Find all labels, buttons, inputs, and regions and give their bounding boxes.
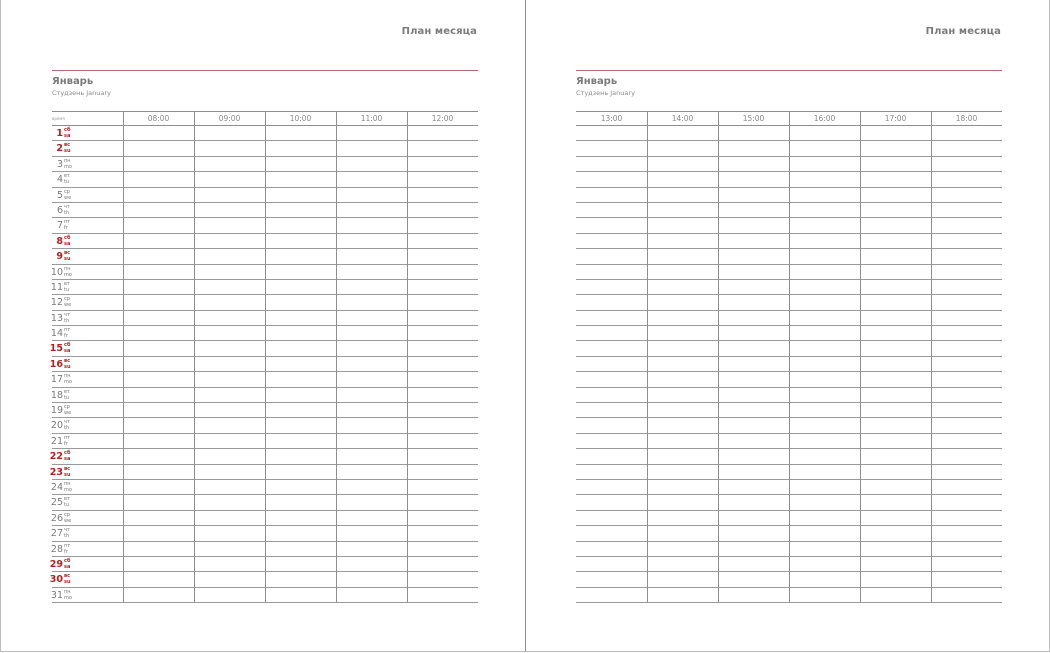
weekday-abbr: сб sa xyxy=(64,557,71,570)
time-column-header: 15:00 xyxy=(742,114,765,123)
day-number: 2 xyxy=(56,143,63,155)
weekday-abbr: вс su xyxy=(64,465,71,478)
weekday-abbr: вт tu xyxy=(64,280,70,293)
day-label xyxy=(52,434,123,448)
weekday-abbr: вт tu xyxy=(64,388,70,401)
weekday-abbr: сб sa xyxy=(64,234,71,247)
page-title: План месяца xyxy=(401,26,477,37)
weekday-abbr: чт th xyxy=(64,527,70,540)
day-number: 18 xyxy=(50,389,63,401)
weekday-abbr: пн mo xyxy=(64,588,72,601)
month-subtitle: Студзень January xyxy=(52,89,111,97)
day-number: 11 xyxy=(50,281,63,293)
day-label xyxy=(49,341,123,355)
day-label xyxy=(52,157,123,171)
header-rule xyxy=(52,70,478,71)
column-divider xyxy=(407,111,408,603)
day-label xyxy=(49,465,123,479)
weekday-abbr: пн mo xyxy=(64,265,72,278)
time-column-header: 08:00 xyxy=(147,114,170,123)
day-number: 5 xyxy=(56,189,63,201)
day-number: 27 xyxy=(50,528,63,540)
day-label xyxy=(52,403,123,417)
weekday-abbr: вс su xyxy=(64,573,71,586)
month-title: Январь xyxy=(576,76,618,87)
day-number: 26 xyxy=(50,512,63,524)
weekday-abbr: пн mo xyxy=(64,480,72,493)
weekday-abbr: пт fr xyxy=(64,542,71,555)
column-divider xyxy=(194,111,195,603)
day-number: 3 xyxy=(56,158,63,170)
weekday-abbr: ср we xyxy=(64,296,72,309)
day-label xyxy=(52,480,123,494)
time-column-header: 09:00 xyxy=(218,114,241,123)
day-label xyxy=(52,265,123,279)
day-number: 28 xyxy=(50,543,63,555)
weekday-abbr: чт th xyxy=(64,419,70,432)
day-number: 6 xyxy=(56,204,63,216)
weekday-abbr: ср we xyxy=(64,404,72,417)
column-divider xyxy=(265,111,266,603)
day-number: 22 xyxy=(49,451,63,463)
header-rule xyxy=(576,70,1002,71)
left-page xyxy=(0,0,525,652)
day-number: 1 xyxy=(56,128,63,139)
day-label xyxy=(52,188,123,202)
time-column-header: 11:00 xyxy=(360,114,383,123)
day-number: 24 xyxy=(50,481,63,493)
column-divider xyxy=(336,111,337,603)
weekday-abbr: чт th xyxy=(64,203,70,216)
day-number: 10 xyxy=(50,266,63,278)
time-column-header: 10:00 xyxy=(289,114,312,123)
time-column-header: 17:00 xyxy=(884,114,907,123)
day-number: 21 xyxy=(50,435,63,447)
column-divider xyxy=(789,111,790,603)
day-label xyxy=(52,141,123,155)
day-label xyxy=(52,234,123,248)
day-number: 16 xyxy=(49,358,63,370)
right-page xyxy=(525,0,1050,652)
day-label xyxy=(52,326,123,340)
day-label xyxy=(52,526,123,540)
day-number: 29 xyxy=(49,558,63,570)
day-number: 19 xyxy=(50,405,63,417)
day-label xyxy=(49,449,123,463)
weekday-abbr: чт th xyxy=(64,311,70,324)
weekday-abbr: ср we xyxy=(64,188,72,201)
day-number: 20 xyxy=(50,420,63,432)
weekday-abbr: пт fr xyxy=(64,327,71,340)
day-label xyxy=(52,218,123,232)
day-label xyxy=(52,388,123,402)
day-label xyxy=(52,203,123,217)
weekday-abbr: вт tu xyxy=(64,496,70,509)
time-column-header: 12:00 xyxy=(431,114,454,123)
day-label xyxy=(52,511,123,525)
day-number: 9 xyxy=(56,251,63,263)
day-label xyxy=(49,557,123,571)
day-label xyxy=(49,357,123,371)
day-label xyxy=(52,542,123,556)
day-number: 30 xyxy=(49,574,63,586)
time-column-header: 18:00 xyxy=(955,114,978,123)
day-label xyxy=(52,311,123,325)
weekday-abbr: пт fr xyxy=(64,434,71,447)
month-title: Январь xyxy=(52,76,94,87)
column-divider xyxy=(931,111,932,603)
day-number: 15 xyxy=(49,343,63,355)
day-number: 25 xyxy=(50,497,63,509)
time-column-header: 14:00 xyxy=(671,114,694,123)
day-number: 31 xyxy=(50,589,63,601)
day-label xyxy=(52,588,123,602)
day-label xyxy=(52,249,123,263)
weekday-abbr: сб sa xyxy=(64,342,71,355)
day-number: 23 xyxy=(49,466,63,478)
day-number: 8 xyxy=(56,235,63,247)
day-label xyxy=(52,495,123,509)
weekday-abbr: вс su xyxy=(64,357,71,370)
weekday-abbr: вс su xyxy=(64,142,71,155)
column-divider xyxy=(860,111,861,603)
time-column-header: 16:00 xyxy=(813,114,836,123)
time-corner-label: время xyxy=(52,116,65,121)
schedule-grid-left xyxy=(49,111,478,603)
column-divider xyxy=(718,111,719,603)
day-label xyxy=(49,572,123,586)
column-divider xyxy=(647,111,648,603)
weekday-abbr: пн mo xyxy=(64,373,72,386)
schedule-grid-right xyxy=(576,111,1002,603)
page-title: План месяца xyxy=(925,26,1001,37)
time-column-header: 13:00 xyxy=(600,114,623,123)
day-number: 13 xyxy=(50,312,63,324)
day-number: 4 xyxy=(56,174,63,186)
month-subtitle: Студзень January xyxy=(576,89,635,97)
day-number: 17 xyxy=(50,374,63,386)
day-label xyxy=(52,418,123,432)
weekday-abbr: сб sa xyxy=(64,450,71,463)
weekday-abbr: вс su xyxy=(64,250,71,263)
weekday-abbr: пт fr xyxy=(64,219,71,232)
weekday-abbr: ср we xyxy=(64,511,72,524)
weekday-abbr: вт tu xyxy=(64,173,70,186)
day-label xyxy=(52,280,123,294)
day-label xyxy=(52,372,123,386)
weekday-abbr: пн mo xyxy=(64,157,72,170)
day-label xyxy=(52,126,123,140)
day-label xyxy=(52,295,123,309)
day-number: 7 xyxy=(56,220,63,232)
weekday-abbr: сб sa xyxy=(64,127,71,139)
day-number: 14 xyxy=(50,328,63,340)
day-label xyxy=(52,172,123,186)
day-number: 12 xyxy=(50,297,63,309)
column-divider xyxy=(123,111,124,603)
